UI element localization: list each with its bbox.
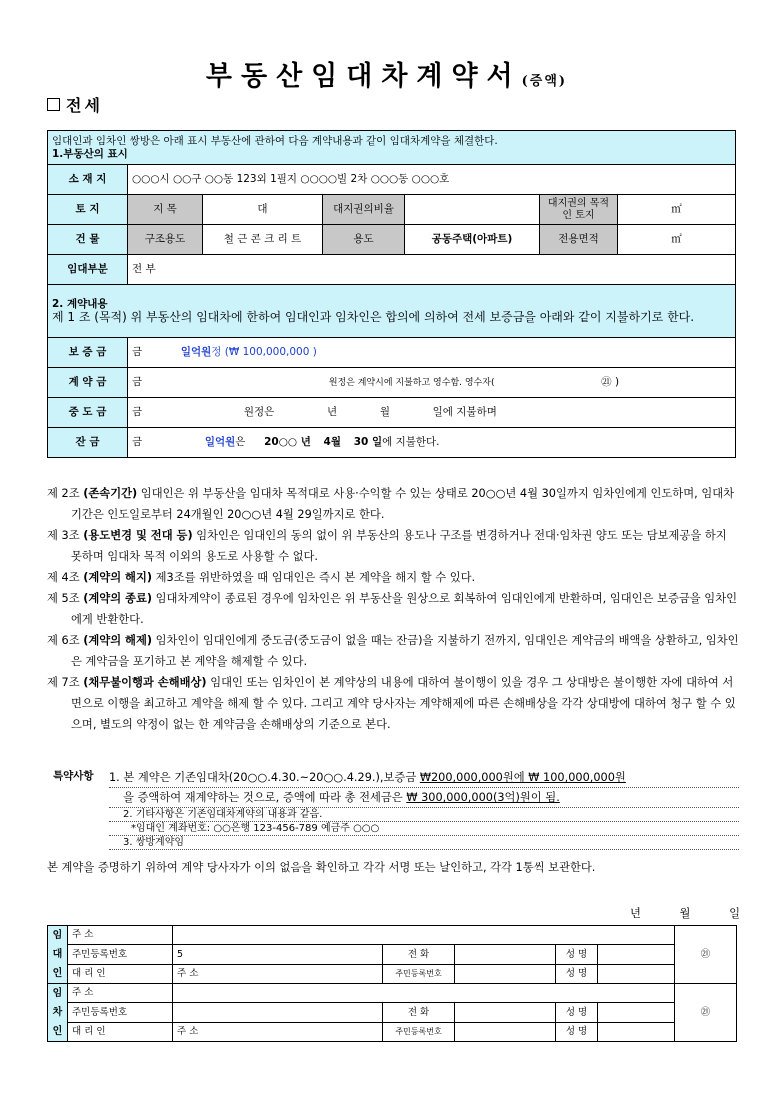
lease-part-label: 임대부분 bbox=[48, 255, 128, 285]
balance-value[interactable] bbox=[128, 428, 736, 458]
down-payment-value[interactable] bbox=[128, 368, 736, 398]
building-struct-value[interactable]: 철 근 콘 크 리 트 bbox=[203, 225, 323, 255]
section-heading bbox=[47, 93, 103, 116]
clause-item bbox=[47, 630, 739, 672]
clause-number: 제 6조 bbox=[47, 634, 80, 647]
building-label: 건 물 bbox=[48, 225, 128, 255]
lessee-phone-label: 전 화 bbox=[383, 1003, 455, 1022]
building-area-unit[interactable]: ㎡ bbox=[618, 225, 736, 255]
clause-text: 임차인은 임대인의 동의 없이 위 부동산의 용도나 구조를 변경하거나 전대·임차권 양도 또는 담보제공을 하지 못하며 임대차 목적 이외의 용도로 사용할 수 없다. bbox=[71, 529, 727, 563]
land-jimok-value[interactable]: 대 bbox=[203, 195, 323, 225]
mid-text: 원정은 bbox=[243, 406, 275, 419]
clause-item bbox=[47, 588, 739, 630]
lessor-agent-resid-value[interactable] bbox=[455, 964, 556, 983]
middle-payment-label: 중 도 금 bbox=[48, 398, 128, 428]
balance-suffix: 에 지불한다. bbox=[382, 436, 440, 449]
lessee-addr-value[interactable] bbox=[173, 984, 675, 1003]
building-use-value[interactable]: 공동주택(아파트) bbox=[405, 225, 540, 255]
clause-title: (계약의 해제) bbox=[83, 634, 153, 647]
lessee-agent-resid-value[interactable] bbox=[455, 1022, 556, 1041]
special-body[interactable] bbox=[109, 768, 739, 850]
clause-title: (용도변경 및 전대 등) bbox=[83, 529, 193, 542]
clause-title: (채무불이행과 손해배상) bbox=[83, 676, 207, 689]
lessee-phone-value[interactable] bbox=[455, 1003, 556, 1022]
location-label: 소 재 지 bbox=[48, 165, 128, 195]
clause-title: (존속기간) bbox=[83, 487, 138, 500]
lessee-seal[interactable]: ㉑ bbox=[675, 984, 737, 1042]
down-text: 원정은 계약시에 지불하고 영수함. 영수자( bbox=[328, 378, 495, 389]
lessee-agent-name-value[interactable] bbox=[598, 1022, 675, 1041]
property-contract-table bbox=[47, 130, 736, 458]
clause-number: 제 4조 bbox=[47, 571, 80, 584]
lease-part-value[interactable]: 전 부 bbox=[128, 255, 736, 285]
document-title bbox=[0, 54, 773, 93]
land-label: 토 지 bbox=[48, 195, 128, 225]
clause-title: (계약의 해지) bbox=[83, 571, 153, 584]
date-month: 월 bbox=[679, 907, 691, 920]
lessee-addr-label: 주 소 bbox=[68, 984, 173, 1003]
clause-text: 임대인은 위 부동산을 임대차 목적대로 사용·수익할 수 있는 상태로 20○○년 4월 30일까지 임차인에게 인도하며, 임대차 기간은 인도일로부터 24개월인 20○○년 4월 29일까지로 한다. bbox=[71, 487, 735, 521]
lessee-name-value[interactable] bbox=[598, 1003, 675, 1022]
deposit-prefix: 금 bbox=[132, 346, 143, 359]
deposit-amount: 일억원 bbox=[180, 346, 212, 359]
special-line-4: 3. 쌍방계약임 bbox=[109, 836, 739, 850]
building-use-label: 용도 bbox=[323, 225, 405, 255]
mid-year: 년 bbox=[326, 406, 338, 419]
balance-day: 30 일 bbox=[353, 436, 383, 449]
down-seal: ㉑ ) bbox=[601, 376, 620, 389]
land-jimok-label: 지 목 bbox=[128, 195, 203, 225]
lessee-name-label: 성 명 bbox=[556, 1003, 598, 1022]
clause-number: 제 3조 bbox=[47, 529, 80, 542]
contract-heading: 2. 계약내용 bbox=[52, 297, 108, 310]
lessor-name-label: 성 명 bbox=[556, 945, 598, 964]
section-label: 전세 bbox=[66, 96, 103, 115]
lessee-resid-value[interactable] bbox=[173, 1003, 383, 1022]
clause-number: 제 2조 bbox=[47, 487, 80, 500]
balance-month: 4월 bbox=[323, 436, 341, 449]
lessee-label bbox=[48, 984, 68, 1042]
lessee-agent-name-label: 성 명 bbox=[556, 1022, 598, 1041]
lessor-addr-value[interactable] bbox=[173, 926, 675, 945]
special-line-2: 2. 기타사항은 기존임대차계약의 내용과 같음. bbox=[109, 808, 739, 822]
title-main: 부동산임대차계약서 bbox=[205, 61, 522, 92]
parties-table bbox=[47, 925, 737, 1042]
balance-year: 20○○ 년 bbox=[264, 436, 311, 449]
clause-title: (계약의 종료) bbox=[83, 592, 153, 605]
lessor-phone-value[interactable] bbox=[455, 945, 556, 964]
mid-day: 일에 지불하며 bbox=[432, 406, 497, 419]
special-line-1b: ₩200,000,000원에 ₩ 100,000,000원 bbox=[419, 771, 626, 784]
lessor-name-value[interactable] bbox=[598, 945, 675, 964]
clause-item bbox=[47, 483, 739, 525]
lessor-phone-label: 전 화 bbox=[383, 945, 455, 964]
intro-cell bbox=[48, 131, 736, 165]
lessee-text: 임 차 인 bbox=[52, 988, 63, 1037]
clause-item bbox=[47, 672, 739, 735]
title-sub: (증액) bbox=[521, 74, 568, 89]
deposit-value[interactable] bbox=[128, 338, 736, 368]
lessor-addr-label: 주 소 bbox=[68, 926, 173, 945]
special-line-1a: 1. 본 계약은 기존임대차(20○○.4.30.~20○○.4.29.),보증금 bbox=[109, 771, 420, 784]
land-right-label: 대지권의 목적인 토지 bbox=[540, 195, 618, 225]
clauses-list bbox=[47, 483, 739, 735]
clause-number: 제 7조 bbox=[47, 676, 80, 689]
lessor-agent-resid-label: 주민등록번호 bbox=[383, 964, 455, 983]
checkbox-icon[interactable] bbox=[47, 98, 60, 111]
mid-prefix: 금 bbox=[132, 406, 143, 419]
clause-item bbox=[47, 525, 739, 567]
balance-text: 은 bbox=[235, 436, 246, 449]
clause-1: 제 1 조 (목적) 위 부동산의 임대차에 한하여 임대인과 임차인은 합의에 의하여 전세 보증금을 아래와 같이 지불하기로 한다. bbox=[52, 310, 695, 325]
contract-heading-cell bbox=[48, 285, 736, 338]
lessee-agent-resid-label: 주민등록번호 bbox=[383, 1022, 455, 1041]
land-ratio-value[interactable] bbox=[405, 195, 540, 225]
lessor-label bbox=[48, 926, 68, 984]
building-struct-label: 구조용도 bbox=[128, 225, 203, 255]
down-prefix: 금 bbox=[132, 376, 143, 389]
special-line-1c: 을 증액하여 재계약하는 것으로, 증액에 따라 총 전세금은 bbox=[123, 791, 407, 804]
clause-text: 제3조를 위반하였을 때 임대인은 즉시 본 계약을 해지 할 수 있다. bbox=[155, 571, 476, 584]
lessor-text: 임 대 인 bbox=[52, 930, 63, 979]
confirm-text: 본 계약을 증명하기 위하여 계약 당사자가 이의 없음을 확인하고 각각 서명 또는 날인하고, 각각 1통씩 보관한다. bbox=[47, 861, 596, 874]
special-label: 특약사항 bbox=[53, 770, 94, 782]
clause-text: 임대인 또는 임차인이 본 계약상의 내용에 대하여 불이행이 있을 경우 그 상대방은 불이행한 자에 대하여 서면으로 이행을 최고하고 계약을 해제 할 수 있다. 그리고 계약 당사자는 계약해제에 따른 손해배상을 각각 상대방에 대하여 청구 할 수 있으며, 별도의 약정이 없는 한 계약금을 손해배상의 기준으로 본다. bbox=[71, 676, 736, 731]
lessee-resid-label: 주민등록번호 bbox=[68, 1003, 173, 1022]
clause-text: 임대차계약이 종료된 경우에 임차인은 위 부동산을 원상으로 회복하여 임대인에게 반환하며, 임대인은 보증금을 임차인에게 반환한다. bbox=[71, 592, 738, 626]
land-right-unit[interactable]: ㎡ bbox=[618, 195, 736, 225]
balance-prefix: 금 bbox=[132, 436, 143, 449]
special-line-1d: ₩ 300,000,000(3억)원이 됨. bbox=[406, 791, 560, 804]
deposit-label: 보 증 금 bbox=[48, 338, 128, 368]
special-line-1-cont bbox=[109, 788, 739, 808]
balance-label: 잔 금 bbox=[48, 428, 128, 458]
location-value[interactable]: ○○○시 ○○구 ○○동 123외 1필지 ○○○○빌 2차 ○○○동 ○○○호 bbox=[128, 165, 736, 195]
lessor-seal[interactable]: ㉑ bbox=[675, 926, 737, 984]
land-ratio-label: 대지권의비율 bbox=[323, 195, 405, 225]
lessee-agent-label: 대 리 인 bbox=[68, 1022, 173, 1041]
building-area-label: 전용면적 bbox=[540, 225, 618, 255]
lessor-agent-name-label: 성 명 bbox=[556, 964, 598, 983]
balance-amount: 일억원 bbox=[204, 436, 236, 449]
contract-date[interactable] bbox=[630, 905, 740, 921]
property-heading: 1.부동산의 표시 bbox=[52, 147, 128, 160]
down-payment-label: 계 약 금 bbox=[48, 368, 128, 398]
lessee-agent-addr-label: 주 소 bbox=[173, 1022, 383, 1041]
clause-text: 임차인이 임대인에게 중도금(중도금이 없을 때는 잔금)을 지불하기 전까지, 임대인은 계약금의 배액을 상환하고, 임차인은 계약금을 포기하고 본 계약을 해제할 수 있다. bbox=[71, 634, 739, 668]
mid-month: 월 bbox=[379, 406, 390, 419]
date-year: 년 bbox=[630, 907, 641, 920]
lessor-agent-label: 대 리 인 bbox=[68, 964, 173, 983]
deposit-suffix: 정 (₩ 100,000,000 ) bbox=[211, 346, 317, 359]
lessor-agent-name-value[interactable] bbox=[598, 964, 675, 983]
special-line-1 bbox=[109, 768, 739, 788]
special-line-3: *임대인 계좌번호: ○○은행 123-456-789 예금주 ○○○ bbox=[109, 822, 739, 836]
lessor-resid-label: 주민등록번호 bbox=[68, 945, 173, 964]
middle-payment-value[interactable] bbox=[128, 398, 736, 428]
lessor-resid-value[interactable]: 5 bbox=[173, 945, 383, 964]
clause-number: 제 5조 bbox=[47, 592, 80, 605]
intro-text: 임대인과 임차인 쌍방은 아래 표시 부동산에 관하여 다음 계약내용과 같이 임대차계약을 체결한다. bbox=[52, 134, 498, 147]
date-day: 일 bbox=[729, 907, 740, 920]
lessor-agent-addr-label: 주 소 bbox=[173, 964, 383, 983]
clause-item bbox=[47, 567, 739, 588]
